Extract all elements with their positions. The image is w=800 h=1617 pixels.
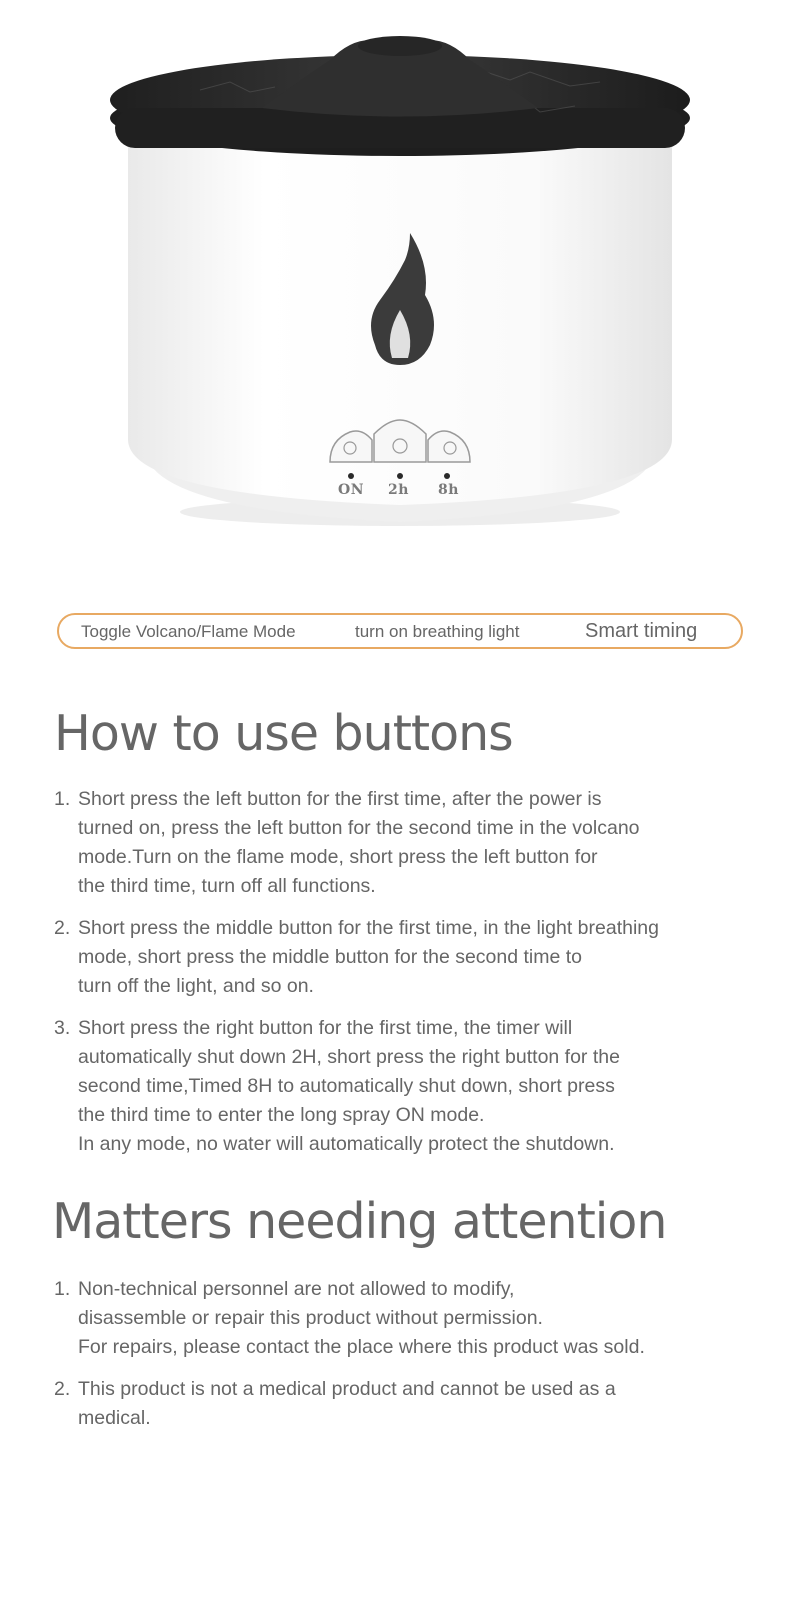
button-label-8h: 8h: [438, 482, 459, 498]
list-item: 1. Non-technical personnel are not allowed to modify, disassemble or repair this product without permission. For repairs, please contact the place where this product was sold.: [54, 1278, 645, 1358]
buttons-instructions-list: [54, 785, 754, 1172]
section-title-buttons: How to use buttons: [54, 705, 513, 762]
volcano-top: [358, 36, 442, 56]
list-item: 2. Short press the middle button for the first time, in the light breathing mode, short press the middle button for the second time to turn off the light, and so on.: [54, 917, 659, 997]
humidifier-illustration: [0, 0, 800, 560]
legend-middle: turn on breathing light: [355, 622, 520, 641]
section-title-attention: Matters needing attention: [52, 1193, 667, 1250]
legend-left: Toggle Volcano/Flame Mode: [81, 622, 296, 641]
button-legend: [57, 613, 743, 649]
button-label-on: ON: [338, 482, 364, 498]
list-item: 1. Short press the left button for the first time, after the power is turned on, press the left button for the second time in the volcano mode.Turn on the flame mode, short press the left button for the third time, turn off all functions.: [54, 788, 640, 897]
attention-list: [54, 1275, 754, 1446]
product-image: [0, 0, 800, 560]
list-item: 3. Short press the right button for the first time, the timer will automatically shut down 2H, short press the right button for the second time,Timed 8H to automatically shut down, short press the third time to enter the long spray ON mode. In any mode, no water will automatically protect the shutdown.: [54, 1017, 620, 1155]
legend-right: Smart timing: [585, 620, 698, 642]
button-label-2h: 2h: [388, 482, 409, 498]
list-item: 2. This product is not a medical product and cannot be used as a medical.: [54, 1378, 616, 1429]
